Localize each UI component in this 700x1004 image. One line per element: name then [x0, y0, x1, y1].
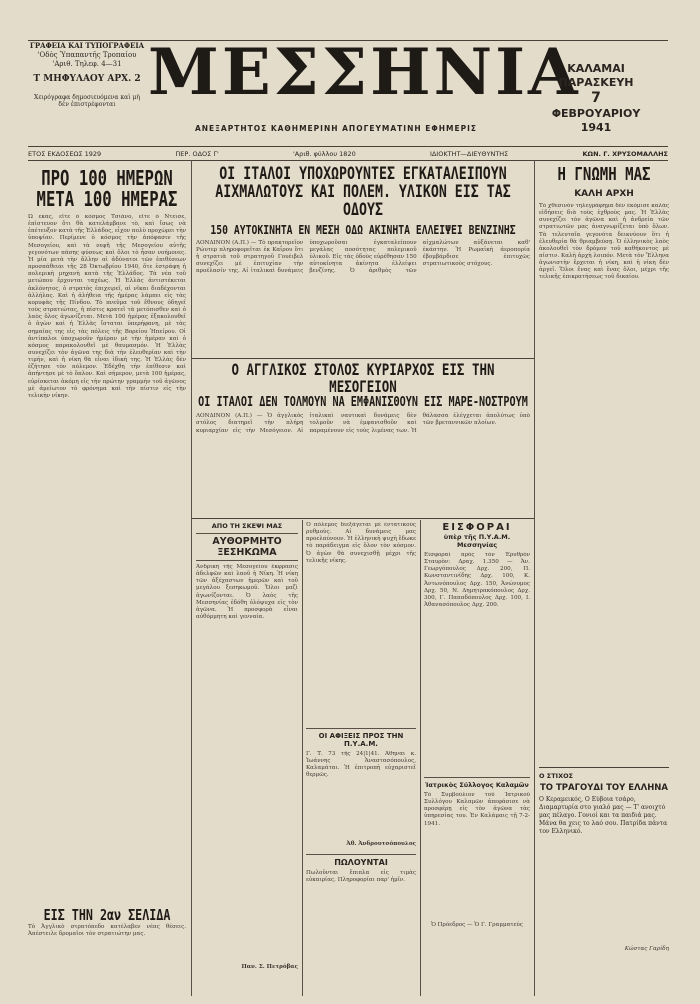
arrivals-signature: Ἀθ. Ἀνδρουτσόπουλος: [346, 841, 416, 847]
italians-retreat-subhead: 150 ΑΥΤΟΚΙΝΗΤΑ ΕΝ ΜΕΣΗ ΟΔΩ ΑΚΙΝΗΤΑ ΕΛΛΕΙΨΕΙ ΒΕΝΖΙΝΗΣ: [210, 221, 516, 237]
editorial-subhead: ΚΑΛΗ ΑΡΧΗ: [574, 188, 634, 199]
british-fleet-headline-1: Ο ΑΓΓΛΙΚΟΣ ΣΤΟΛΟΣ ΚΥΡΙΑΡΧΟΣ ΕΙΣ ΤΗΝ ΜΕΣΟΓΕΙΟΝ: [231, 362, 495, 396]
article-british-fleet: [196, 362, 530, 516]
masthead-rule: [28, 146, 668, 147]
office-line-2: 'Οδὸς Ὑπαπαντῆς Τροπαίου: [37, 50, 137, 59]
italians-retreat-headline-2: ΑΙΧΜΑΛΩΤΟΥΣ ΚΑΙ ΠΟΛΕΜ. ΥΛΙΚΟΝ ΕΙΣ ΤΑΣ ΟΔΟΥΣ: [215, 181, 511, 220]
editorial-headline: Η ΓΝΩΜΗ ΜΑΣ: [557, 166, 651, 185]
poem-rule: [539, 767, 669, 768]
office-line-1: ΓΡΑΦΕΙΑ ΚΑΙ ΤΥΠΟΓΡΑΦΕΙΑ: [29, 41, 145, 50]
column-divider-2: [534, 160, 535, 996]
article-100-days-body: Ὡ εκας, εἴτε ὁ κόσμος Τσιάνο, εἴτε ὁ Ντεϊσε, ἐπίστευον ὅτι θὰ κατελάμβανε τὸ, καὶ ἴσως νὰ ἐπέτευξον κατὰ τῆς Ἑλλάδος, εἶχον πολὺ προχώρει τὴν ὑποψίαν. Περίμενε ὁ κόσμος τὴν ἀπόφασιν τῆς Μεσογείου, καὶ τὰ νεφῆ τῆς Μεσογείου αὐτῆς γεγονότων πάσης φύσεως καὶ ὅλοι τὸ ἦσαν νοήμονες. Ἡ μία μετὰ τὴν ἄλλην αἱ ἀδύνατοι τῶν ἐπιθέσεων προσπάθειαι τῆς 28 Ὀκτωβρίου 1940, ὅτε ἐστράφη ἡ πολεμικὴ μηχανὴ κατὰ τῆς Ἑλλάδος. Τὰ νέα τοῦ μετώπου ἔρχονται ταχέως. Ἡ Ἑλλὰς ἀντιστέκεται ἀκλόνητος, ὁ στρατὸς ἐπιχειρεῖ, αἱ νῖκαι διαδέχονται ἀλλήλας. Καὶ ἡ ἀλήθεια τῆς ἡμέρας λάμπει εἰς τὰς κορυφὰς τῆς Πίνδου. Τὸ πνεῦμα τοῦ ἔθνους ὁδηγεῖ τοὺς στρατιώτας, ἡ πίστις κρατεῖ τὰ μετόπισθεν καὶ ὁ λαὸς ὅλος ἀγωνίζεται. Μετὰ 100 ἡμέρας ἐξακολουθεῖ ὁ ἀγὼν καὶ ἡ Ἑλλὰς ἵσταται ὑπερήφανη, μὲ τὰς σημαίας της εἰς τὰς πόλεις τῆς Βορείου Ἠπείρου. Οἱ ἀντίπαλοι ὑποχωροῦν ἡμέραν μὲ τὴν ἡμέραν καὶ ὁ κόσμος παρακολουθεῖ μὲ θαυμασμόν. Ἡ Ἑλλὰς συνεχίζει τὸν ἀγῶνα της διὰ τὴν ἐλευθερίαν καὶ τὴν τιμήν, καὶ ἡ νίκη θὰ εἶναι ἰδική της. Ἡ Ἑλλὰς δὲν ἐζήτησε τὸν πόλεμον. Ἐδέχθη τὴν ἐπίθεσιν καὶ ἀπήντησε μὲ τὸ ὅπλον. Καὶ σήμερον, μετὰ 100 ἡμέρας, εὑρίσκεται ἀκόμη εἰς τὴν πρώτην γραμμὴν τοῦ ἀγῶνος μὲ ἀμείωτον τὸ φρόνημα καὶ τὴν πίστιν εἰς τὴν τελικὴν νίκην.: [28, 214, 186, 399]
box-body: Ἀνδρικὴ τῆς Μεσογείου ἔκφρασις ἀδελφῶν καὶ λαοῦ ἡ Νίκη. Ἡ νίκη τῶν ἀξέχαστων ἡμερῶν καὶ τοῦ μεγάλου ξεσηκωμοῦ. Ὅλοι μαζὶ ἀγωνίζονται. Ὁ λαὸς τῆς Μεσσηνίας ἐδόθη ὁλόψυχα εἰς τὸν ἀγῶνα. Ἡ προσφορὰ εἶναι αὐθόρμητη καὶ γενναία.: [196, 564, 298, 621]
poem-signature: Κώστας Γαρίδη: [624, 945, 669, 952]
column-divider-4: [420, 520, 421, 996]
masthead-date: [528, 62, 664, 135]
continued-page-2-heading: ΕΙΣ ΤΗΝ 2αν ΣΕΛΙΔΑ: [43, 906, 171, 924]
contributions-title: ὑπὲρ τῆς Π.Υ.Α.Μ. Μεσσηνίας: [443, 533, 511, 549]
editorial-column: [539, 166, 669, 992]
office-line-3: 'Αριθ. Τηλεφ. 4—31: [52, 59, 122, 68]
box-label: ΑΠΟ ΤΗ ΣΚΕΨΙ ΜΑΣ: [211, 522, 283, 530]
top-rule: [28, 40, 668, 41]
article-100-days-headline-1: ΠΡΟ 100 ΗΜΕΡΩΝ: [41, 168, 173, 190]
newspaper-tagline: ΑΝΕΞΑΡΤΗΤΟΣ ΚΑΘΗΜΕΡΙΝΗ ΑΠΟΓΕΥΜΑΤΙΝΗ ΕΦΗΜΕΡΙΣ: [194, 124, 478, 133]
newspaper-title: ΜΕΣΣΗΝΙΑ: [148, 35, 581, 110]
info-bar: [28, 150, 668, 158]
article-100-days-headline-2: ΜΕΤΑ 100 ΗΜΕΡΑΣ: [36, 187, 178, 211]
month: ΦΕΒΡΟΥΑΡΙΟΥ: [551, 107, 641, 120]
manuscript-note: Χειρόγραφα δημοσιευόμενα καὶ μὴ δὲν ἐπιστρέφονται: [34, 93, 140, 109]
article-italians-retreat: [196, 166, 530, 356]
british-fleet-headline-2: ΟΙ ΙΤΑΛΟΙ ΔΕΝ ΤΟΛΜΟΥΝ ΝΑ ΕΜΦΑΝΙΣΘΟΥΝ ΕΙΣ ΜΑΡΕ-ΝΟΣΤΡΟΥΜ: [198, 394, 528, 410]
column-divider-3: [302, 520, 303, 996]
article-100-days: [28, 168, 186, 978]
italians-retreat-headline-1: ΟΙ ΙΤΑΛΟΙ ΥΠΟΧΩΡΟΥΝΤΕΣ ΕΓΚΑΤΑΛΕΙΠΟΥΝ: [219, 166, 507, 184]
middle-column-body: Ὁ πόλεμος διεξάγεται μὲ ἐντατικοὺς ρυθμοὺς. Αἱ δυνάμεις μας προελαύνουν. Ἡ ἑλληνικὴ ψυχὴ ἔδωκε τὸ παράδειγμα εἰς ὅλον τὸν κόσμον. Ὁ ἀγὼν θὰ συνεχισθῇ μέχρι τῆς τελικῆς νίκης.: [306, 522, 416, 564]
middle-column: [306, 522, 416, 992]
arrivals-body: Γ. Τ. 73 τῆς 24|1|41. Ἀθηναι κ. Ἰωάννης Ἀναστασόπουλος, Καλαμάται. Ἡ ἐπιτροπὴ εὐχαριστεῖ θερμῶς.: [306, 751, 416, 779]
contributions-body: Εἰσφοραὶ πρὸς τὸν Ἐρυθρὸν Σταυρὸν: Δραχ. 1.350 — Ἀν. Γεωργόπουλος Δρχ. 200, Π. Κωνσταντινίδης Δρχ. 100, Κ. Ἀντωνόπουλος Δρχ. 150, Ἀνώνυμος Δρχ. 50, Ν. Δημητρακόπουλος Δρχ. 300, Γ. Παπαδόπουλος Δρχ. 100, Ι. Ἀθανασόπουλος Δρχ. 200.: [424, 552, 530, 609]
editorial-body: Τὸ χθεσινὸν τηλεγράφημα δὲν ἐκόμισε καλὰς εἰδήσεις διὰ τοὺς ἐχθροὺς μας. Ἡ Ἑλλὰς συνεχίζει τὸν ἀγῶνα καὶ ἡ ἀνδρεία τῶν στρατιωτῶν μας ἀναγνωρίζεται ὑπὸ ὅλων. Τὰ τελευταῖα γεγονότα δεικνύουν ὅτι ἡ ἐλευθερία θὰ θριαμβεύσῃ. Ὁ ἑλληνικὸς λαὸς ἀκολουθεῖ τὸν δρόμον τοῦ καθήκοντος μὲ πίστιν. Καλὴ ἀρχὴ λοιπόν. Μετὰ τὸν Ἔλληνα ἀγωνιστὴν ἔρχεται ἡ νίκη, καὶ ἡ νίκη δὲν ἀργεῖ. Ὅλοι ἕνας καὶ ἕνας ὅλοι, μέχρι τῆς τελικῆς ἐπικρατήσεως τοῦ δικαίου.: [539, 202, 669, 281]
box-title: ΑΥΘΟΡΜΗΤΟ ΞΕΣΗΚΩΜΑ: [196, 533, 298, 561]
contributions-label: ΕΙΣΦΟΡΑΙ: [442, 522, 512, 533]
info-rule: [28, 160, 668, 161]
british-fleet-body: ΛΟΝΔΙΝΟΝ (Α.Π.) — Ὁ ἀγγλικὸς στόλος διατηρεῖ τὴν πλήρη κυριαρχίαν εἰς τὴν Μεσόγειον. Αἱ ἰταλικαὶ ναυτικαὶ δυνάμεις δὲν τολμοῦν νὰ ἐμφανισθοῦν καὶ παραμένουν εἰς τοὺς λιμένας των. Ἡ θάλασσα ἐλέγχεται ἀπολύτως ὑπὸ τῶν βρεταννικῶν πλοίων.: [196, 413, 530, 434]
italians-retreat-body: ΛΟΝΔΙΝΟΝ (Α.Π.) — Τὸ πρακτορεῖον Ρώυτερ πληροφορεῖται ἐκ Καΐρου ὅτι ἡ στρατιὰ τοῦ στρατηγοῦ Γουέιβελ συνεχίζει μὲ ἐπιτυχίαν τὴν προέλασίν της. Αἱ ἰταλικαὶ δυνάμεις ὑποχωροῦσαι ἐγκαταλείπουν μεγάλας ποσότητας πολεμικοῦ ὑλικοῦ. Εἰς τὰς ὁδοὺς εὑρέθησαν 150 αὐτοκίνητα ἀκίνητα ἐλλείψει βενζίνης. Ὁ ἀριθμὸς τῶν αἰχμαλώτων αὐξάνεται καθ' ἑκάστην. Ἡ Ρωμαϊκὴ ἀεροπορία ἐβομβάρδισε ἐπιτυχῶς στρατιωτικοὺς στόχους.: [196, 239, 530, 275]
contributions-column: [424, 522, 530, 992]
issue-number: 'Αριθ. φύλλου 1820: [292, 150, 356, 158]
medical-association-title: Ἰατρικὸς Σύλλογος Καλαμῶν: [424, 777, 530, 789]
city: ΚΑΛΑΜΑΙ: [567, 62, 625, 75]
weekday: ΠΑΡΑΣΚΕΥΗ: [558, 75, 634, 89]
for-sale-body: Πωλοῦνται ἔπιπλα εἰς τιμὰς εὐκαιρίας. Πληροφορίαι παρ' ἡμῖν.: [306, 870, 416, 884]
continued-page-2-body: Τὸ Ἀγγλικὸ στρατόπεδο κατέλαβεν νέας θέσεις. Ἀπέστειλε δρομαῖοι τὸν στρατιώτην μας.: [28, 923, 186, 937]
poem-title: ΤΟ ΤΡΑΓΟΥΔΙ ΤΟΥ ΕΛΛΗΝΑ: [540, 782, 668, 793]
column-divider-1: [191, 160, 192, 996]
day: 7: [591, 89, 601, 106]
masthead-office-info: [28, 42, 146, 109]
medical-association-body: Τὸ Συμβούλιον τοῦ Ἰατρικοῦ Συλλόγου Καλαμῶν ἀπεφάσισε νὰ προσφέρῃ εἰς τὸν ἀγῶνα τὰς ὑπηρεσίας του. Ἐν Καλάμαις τῇ 7-2-1941.: [424, 792, 530, 827]
owner-label: ΙΔΙΟΚΤΗΤ—ΔΙΕΥΘΥΝΤΗΣ: [429, 150, 509, 158]
year: 1941: [580, 120, 612, 134]
owner-name: ΚΩΝ. Γ. ΧΡΥΣΟΜΑΛΛΗΣ: [582, 150, 668, 158]
period: ΠΕΡ. ΟΔΟΣ Γ': [175, 150, 219, 158]
medical-association-signature: Ὁ Πρόεδρος — Ὁ Γ. Γραμματεύς: [431, 922, 523, 928]
poem-label: Ο ΣΤΙΧΟΣ: [539, 771, 574, 780]
box-signature: Παν. Σ. Πετρόβας: [241, 964, 298, 970]
article-spontaneous-uprising: [196, 522, 298, 992]
arrivals-title: ΟΙ ΑΦΙΞΕΙΣ ΠΡΟΣ ΤΗΝ Π.Υ.Α.Μ.: [306, 728, 416, 748]
poem-text: Ο Κεραμεικός, Ο Εύβοια τσάρο, Διαμαρτυρία στο γιαλό μας — Τ' ανοιχτό μας πέλαγο. Γονιοί και τα παιδιά μας. Μάνα θα χεις το λαό σου. Πατρίδα πάντα τον Ελληνικό.: [539, 795, 668, 835]
mid-rule-2: [192, 518, 534, 519]
mid-rule-1: [192, 358, 534, 359]
for-sale-title: ΠΩΛΟΥΝΤΑΙ: [306, 854, 416, 867]
office-address: Τ ΜΗΦΥΛΑΟΥ ΑΡΧ. 2: [33, 74, 141, 85]
founded-year: ΕΤΟΣ ΕΚΔΟΣΕΩΣ 1929: [28, 150, 102, 158]
